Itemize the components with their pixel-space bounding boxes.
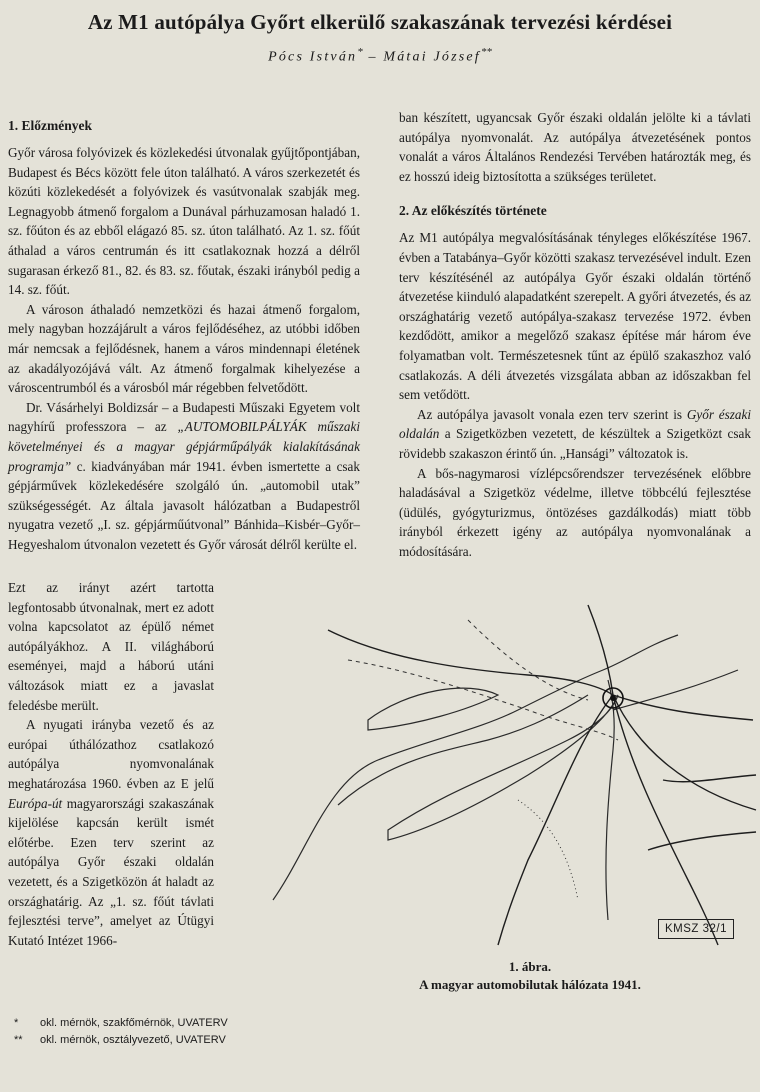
paragraph: A városon áthaladó nemzetközi és hazai átmenő forgalom, mely nagyban hozzájárult a város fejlődéséhez, az utóbbi időben már nemcsak a fejlődésnek, hanem a város mindennapi életének az akadályozójává vált. Az átmenő forgalmak kihelyezése a városcentrumból és a városból már régebben felvetődött.	[8, 301, 360, 396]
figure-number: 1. ábra.	[508, 959, 552, 974]
road-network-map	[268, 600, 758, 950]
right-column	[399, 108, 751, 561]
italic-phrase: Győr északi oldalán	[399, 406, 751, 442]
author-2: Mátai József	[383, 49, 481, 65]
paragraph	[399, 405, 751, 464]
footnote-mark-1: *	[357, 46, 363, 58]
paragraph: Az M1 autópálya megvalósításának tényleges előkészítése 1967. évben a Tatabánya–Győr közötti szakasz tervezésével indult. Ezen terv készítésénél az autópálya Győr északi oldalán történő átvezetése kiinduló alapadatként szerepelt. A győri átvezetés, és az országhatárig vezető autópálya-szakasz tervezése 1972. évben kezdődött, amikor a megelőző szakasz építése már három éve folyamatban volt. Természetesnek tűnt az épülő szakaszhoz való csatlakozás. A déli átvezetés vizsgálata abban az időszakban fel sem vetődött.	[399, 230, 751, 403]
text-run: Az autópálya javasolt vonala ezen terv szerint is	[417, 406, 687, 422]
left-column	[8, 117, 360, 554]
dotted-line	[518, 800, 578, 900]
lake-outline	[368, 688, 498, 730]
paragraph	[8, 398, 360, 555]
figure-title: A magyar automobilutak hálózata 1941.	[419, 977, 641, 992]
road-6	[588, 605, 613, 695]
author-1: Pócs István	[268, 49, 358, 65]
footnote-mark: *	[14, 1017, 19, 1029]
footnote-mark: **	[14, 1034, 23, 1046]
planned-road-dashed	[468, 620, 588, 700]
author-separator: –	[368, 49, 378, 65]
narrow-column	[8, 578, 214, 950]
italic-term: Európa-út	[8, 795, 63, 811]
paragraph: ban készített, ugyancsak Győr északi oldalán jelölte ki a távlati autópálya nyomvonalát. Az autópálya átvezetésének pontos vonalát a város Általános Rendezési Tervében határozták meg, és ez hosszú ideig biztosította a szükséges területet.	[399, 110, 751, 184]
section-heading-1: 1. Előzmények	[8, 118, 92, 133]
paragraph: A bős-nagymarosi vízlépcsőrendszer tervezésének előbbre haladásával a Szigetköz védelme, illetve többcélú fejlesztése (üdülés, gyógyturizmus, öntözéses gazdálkodás) miatt több irányból érkezett igény az autópálya nyomvonalának a módosítására.	[399, 465, 751, 559]
paragraph	[8, 715, 214, 950]
road-2	[613, 695, 753, 720]
text-run: A nyugati irányba vezető és az európai úthálózathoz csatlakozó autópálya nyomvonalának meghatározása 1960. évben az E jelű	[8, 717, 214, 791]
italic-title: „AUTOMOBILPÁLYÁK műszaki követelményei és a magyar gépjárműpályák kialakításának programja”	[8, 419, 360, 474]
road-3	[613, 695, 718, 945]
footnote-mark-2: **	[480, 46, 492, 58]
section-heading-2: 2. Az előkészítés története	[399, 203, 547, 219]
figure-stamp: KMSZ 32/1	[658, 919, 734, 939]
author-line	[0, 46, 760, 66]
footnote-text: okl. mérnök, szakfőmérnök, UVATERV	[40, 1017, 228, 1029]
paragraph: Győr városa folyóvizek és közlekedési útvonalak gyűjtőpontjában, Budapest és Bécs között fele úton található. A város szerkezetét és közúti közlekedését a folyóvizek és vasútvonalak szabják meg. Legnagyobb átmenő forgalom a Dunával párhuzamosan haladó 1. sz. főúton és az ebből elágazó 85. sz. úton található. Az 1. sz. főút áthalad a város centrumán és itt csatlakoznak hozzá a délről sugarasan érkező 81., 82. és 83. sz. főutak, északi irányból pedig a 14. sz. főút.	[8, 145, 360, 298]
footnotes	[14, 1015, 374, 1049]
road-5	[498, 695, 613, 945]
text-run: Dr. Vásárhelyi Boldizsár – a Budapesti Műszaki Egyetem volt nagyhírű professzora – az	[8, 399, 360, 435]
paragraph: Ezt az irányt azért tartotta legfontosabb útvonalnak, mert ez adott volna kapcsolatot az épülő német autópályákhoz. A II. világháború eseményei, majd a háború utáni változások miatt ez a javaslat feledésbe merült.	[8, 580, 214, 713]
river-danube	[273, 635, 678, 900]
road-8	[648, 832, 756, 850]
river-east	[613, 670, 738, 710]
road-7	[663, 775, 756, 782]
footnote-text: okl. mérnök, osztályvezető, UVATERV	[40, 1034, 226, 1046]
paper-title: Az M1 autópálya Győrt elkerülő szakaszának tervezési kérdései	[87, 10, 673, 34]
river-raba	[606, 680, 614, 920]
figure-caption	[340, 958, 720, 994]
text-run: c. kiadványában már 1941. évben ismertette a csak gépjárművek közlekedésére szolgáló ún. „automobil utak” szükségességét. Az általa javasolt hálózatban a Budapestről nyugatra vezető „I. sz. gépjárműútvonal” Bánhida–Kisbér–Győr–Hegyeshalom útvonalon vezetett és Győr városát délről kerülte el.	[8, 458, 360, 552]
text-run: magyarországi szakaszának kijelölése kapcsán került ismét előtérbe. Ezen terv szerint az autópálya Győr északi oldalán vezetett, és a Szigetközön át haladt az országhatárig. Az „1. sz. főút távlati fejlesztési terve”, amelyet az Útügyi Kutató Intézet 1966-	[8, 795, 214, 948]
footnote	[14, 1032, 374, 1049]
road-1	[328, 630, 613, 695]
map-drawing	[268, 600, 758, 950]
text-run: a Szigetközben vezetett, de készültek a Szigetközt csak rövidebb szakaszon érintő ún. „Hansági” változatok is.	[399, 426, 751, 461]
city-gyor-center	[610, 695, 616, 701]
footnote	[14, 1015, 374, 1032]
